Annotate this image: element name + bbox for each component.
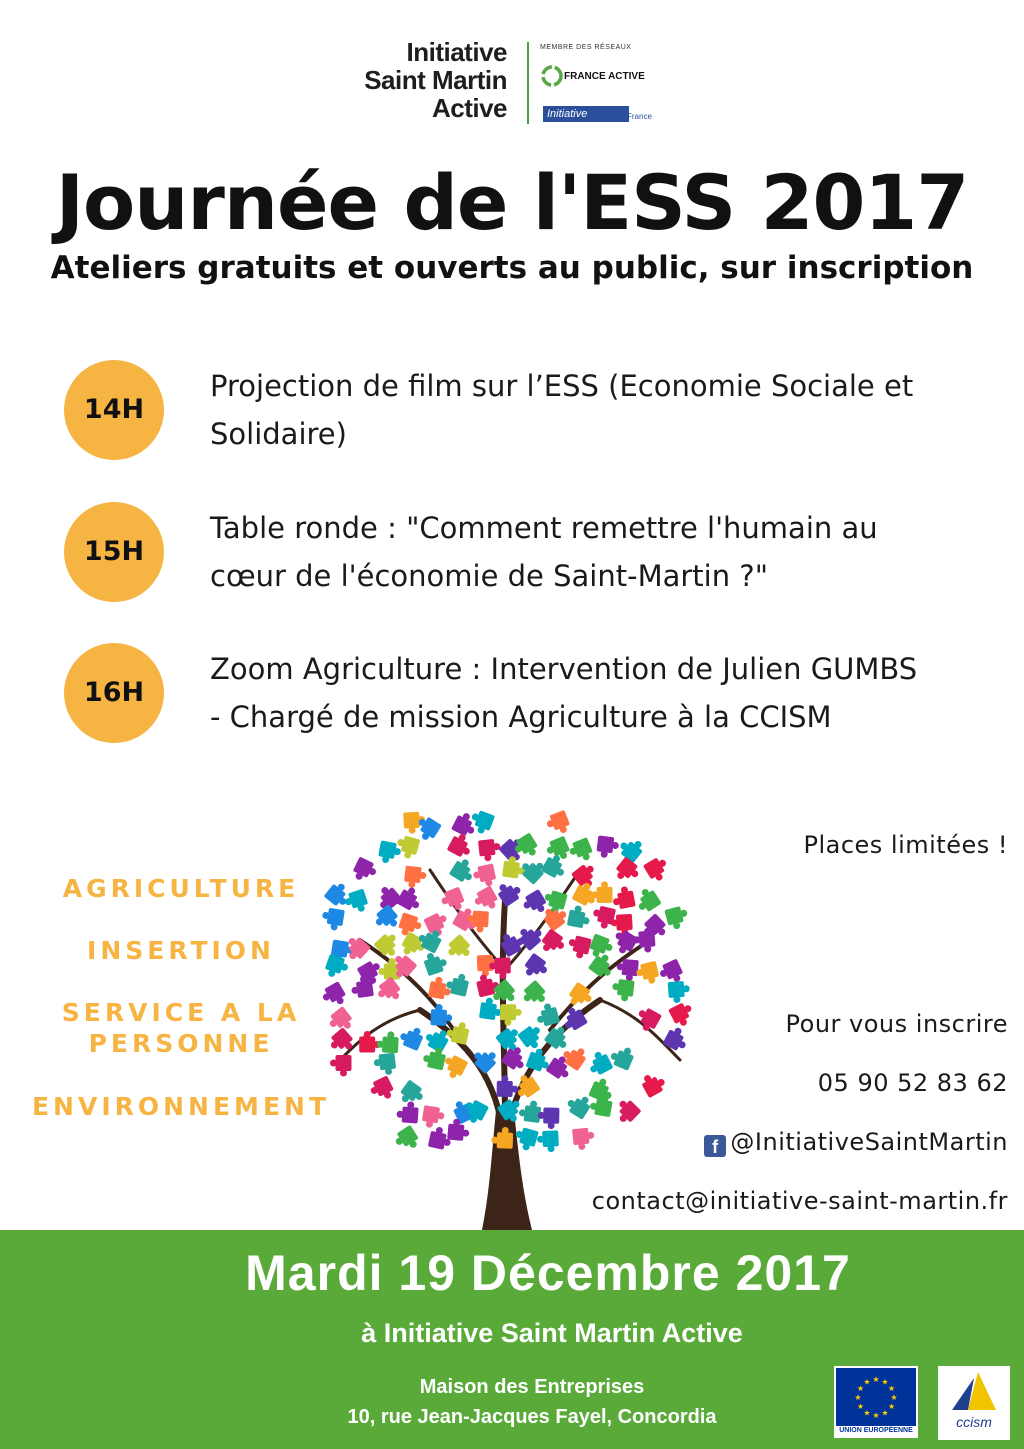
sector-line: ENVIRONNEMENT [31,1092,330,1121]
puzzle-piece [494,877,524,907]
puzzle-piece [472,863,498,889]
sector-line: PERSONNE [88,1029,274,1058]
places-notice: Places limitées ! [803,831,1008,859]
schedule-line: Projection de film sur l’ESS (Economie Sociale et [210,369,914,403]
puzzle-piece [368,1075,397,1104]
puzzle-piece [590,904,616,930]
contact-email[interactable]: contact@initiative-saint-martin.fr [591,1187,1008,1215]
eu-star-icon: ★ [872,1411,880,1420]
eu-star-icon: ★ [890,1393,898,1402]
puzzle-piece [397,1023,425,1051]
facebook-handle[interactable] [704,1128,1008,1157]
page-subtitle: Ateliers gratuits et ouverts au public, sur inscription [50,250,974,286]
puzzle-piece [611,978,635,1002]
puzzle-piece [404,866,428,890]
schedule-line: Solidaire) [210,417,347,451]
schedule-line: Zoom Agriculture : Intervention de Julien GUMBS [210,652,918,686]
puzzle-piece [521,953,551,983]
initiative-france-main: Initiative [543,106,629,122]
org-name-line: Active [431,93,507,123]
schedule-line: Table ronde : "Comment remettre l'humain au [210,511,878,545]
puzzle-piece [374,976,404,1006]
eu-star-icon: ★ [856,1384,864,1393]
ccism-sail-icon [938,1366,1010,1416]
puzzle-piece [612,856,642,886]
puzzle-piece [520,889,550,919]
puzzle-piece [585,1049,614,1078]
sector-line: AGRICULTURE [62,874,300,903]
puzzle-piece [421,1105,446,1130]
puzzle-piece [447,1118,470,1141]
puzzle-piece [372,904,402,934]
eu-star-icon: ★ [856,1402,864,1411]
puzzle-piece [327,1027,357,1057]
eu-star-icon: ★ [881,1408,889,1418]
puzzle-piece [444,934,474,964]
puzzle-piece [359,1031,381,1053]
puzzle-piece [611,1096,641,1126]
time-badge: 14H [64,360,164,460]
register-label: Pour vous inscrire [785,1010,1008,1038]
initiative-france-sub: France [627,112,652,121]
puzzle-piece [319,981,348,1010]
france-active-label: FRANCE ACTIVE [564,71,645,82]
puzzle-piece [611,885,636,910]
puzzle-piece [632,885,662,915]
eu-star-icon: ★ [854,1393,862,1402]
eu-star-icon: ★ [863,1377,871,1387]
eu-flag-icon [836,1368,916,1426]
network-label: MEMBRE DES RÉSEAUX [540,44,632,51]
puzzle-piece [567,837,595,865]
puzzle-piece [596,835,620,859]
puzzle-tree-illustration [300,790,710,1230]
header-logo [355,38,675,130]
puzzle-piece [479,997,503,1021]
sector-label [16,873,346,904]
event-venue: à Initiative Saint Martin Active [361,1318,743,1348]
puzzle-piece [587,933,615,961]
eu-star-icon: ★ [872,1375,880,1384]
eu-star-icon: ★ [888,1402,896,1411]
puzzle-piece [320,907,345,932]
puzzle-piece [643,855,673,885]
puzzle-piece [639,1069,668,1098]
initiative-france-logo [543,106,651,124]
puzzle-piece [471,885,500,914]
france-active-ring-icon [540,63,564,89]
puzzle-piece [572,1127,596,1151]
ccism-label: ccism [956,1414,992,1430]
facebook-handle-text[interactable]: @InitiativeSaintMartin [730,1128,1008,1156]
puzzle-piece [668,981,691,1004]
logo-divider [527,42,529,124]
address-line: 10, rue Jean-Jacques Fayel, Concordia [347,1406,717,1428]
time-badge: 16H [64,643,164,743]
time-badge: 15H [64,502,164,602]
puzzle-piece [343,889,370,916]
puzzle-piece [567,904,592,929]
ccism-logo [938,1366,1010,1440]
eu-star-icon: ★ [863,1408,871,1418]
address-line: Maison des Entreprises [419,1376,645,1398]
puzzle-piece [330,1055,352,1077]
sector-label [16,935,346,966]
org-name-line: Initiative [406,37,507,67]
puzzle-piece [635,961,661,987]
org-name-line: Saint Martin [364,65,507,95]
eu-star-icon: ★ [881,1377,889,1387]
puzzle-piece [518,1099,542,1123]
schedule-description [210,645,980,741]
org-name [364,38,507,122]
schedule-description [210,504,980,600]
eu-logo [834,1366,918,1438]
puzzle-piece [422,949,449,976]
schedule-item [60,502,980,612]
puzzle-piece [664,905,690,931]
event-date: Mardi 19 Décembre 2017 [245,1245,851,1301]
phone-number[interactable]: 05 90 52 83 62 [817,1069,1008,1097]
sector-label [16,1091,346,1122]
sector-line: INSERTION [87,936,275,965]
sector-line: SERVICE A LA [61,998,301,1027]
puzzle-piece [323,954,350,981]
schedule-item [60,360,980,470]
schedule-line: - Chargé de mission Agriculture à la CCISM [210,700,832,734]
puzzle-piece [447,831,476,860]
schedule-item [60,643,980,753]
puzzle-piece [478,838,502,862]
eu-star-icon: ★ [888,1384,896,1393]
puzzle-piece [538,928,568,958]
eu-label: UNION EUROPÉENNE [839,1427,913,1434]
schedule-description [210,362,980,458]
puzzle-pieces [319,808,697,1154]
puzzle-piece [616,833,646,863]
puzzle-piece [373,1053,397,1077]
puzzle-piece [668,1000,697,1029]
puzzle-piece [537,1130,560,1153]
puzzle-piece [544,810,572,838]
facebook-icon: f [704,1135,726,1157]
sector-label [16,997,346,1059]
puzzle-piece [662,1024,691,1053]
puzzle-piece [566,934,592,960]
eu-stars-icon [836,1368,916,1426]
page-title: Journée de l'ESS 2017 [55,158,969,247]
puzzle-piece [376,1031,399,1054]
puzzle-piece [392,1125,422,1155]
puzzle-piece [373,930,403,960]
puzzle-piece [396,884,425,913]
schedule-line: cœur de l'économie de Saint-Martin ?" [210,559,769,593]
puzzle-piece [394,834,421,861]
puzzle-piece [449,856,479,886]
puzzle-piece [350,857,379,886]
puzzle-piece [396,1101,419,1124]
